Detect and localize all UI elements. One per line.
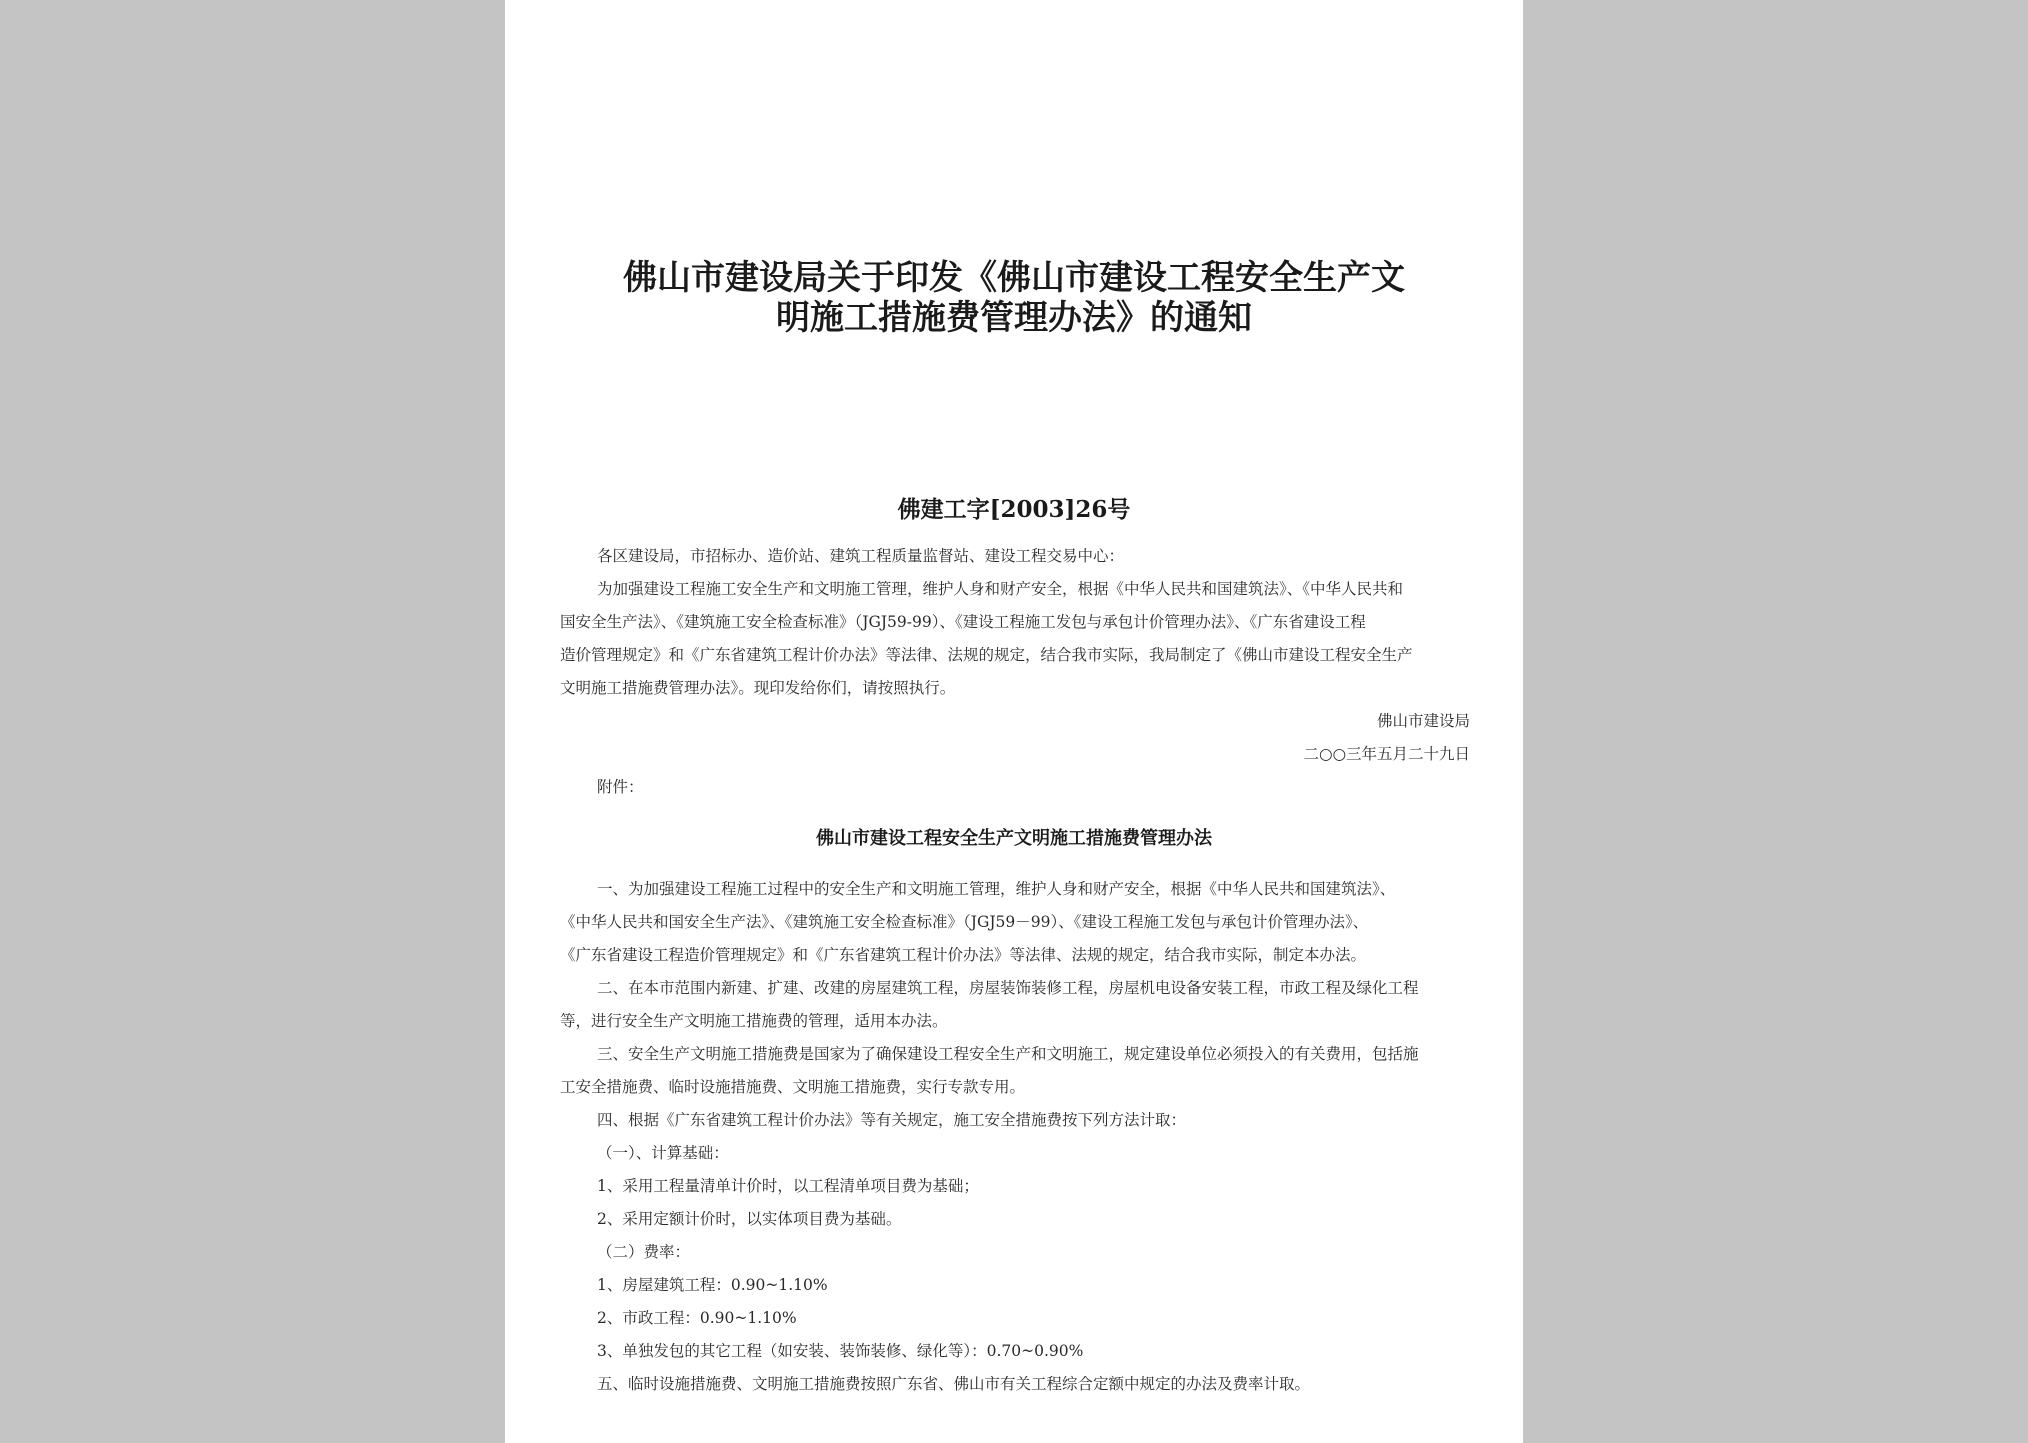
attachment-text-line: 《广东省建设工程造价管理规定》和《广东省建筑工程计价办法》等法律、法规的规定，结合我市实际，制定本办法。 — [560, 946, 1367, 964]
document-title-line-1: 佛山市建设局关于印发《佛山市建设工程安全生产文 — [623, 258, 1405, 298]
document-title-line-2: 明施工措施费管理办法》的通知 — [776, 298, 1252, 338]
attachment-text-line: 2、采用定额计价时，以实体项目费为基础。 — [597, 1210, 902, 1228]
document-title — [505, 258, 1523, 338]
notice-paragraph-line: 为加强建设工程施工安全生产和文明施工管理，维护人身和财产安全，根据《中华人民共和国建筑法》、《中华人民共和 — [597, 580, 1404, 598]
issue-date: 二○○三年五月二十九日 — [1303, 745, 1470, 763]
attachment-text-line: 一、为加强建设工程施工过程中的安全生产和文明施工管理，维护人身和财产安全，根据《中华人民共和国建筑法》、 — [597, 880, 1396, 898]
attachment-text-line: 工安全措施费、临时设施措施费、文明施工措施费，实行专款专用。 — [560, 1078, 1026, 1096]
notice-paragraph-line: 国安全生产法》、《建筑施工安全检查标准》（JGJ59-99）、《建设工程施工发包与承包计价管理办法》、《广东省建设工程 — [560, 613, 1366, 631]
attachment-text-line: 二、在本市范围内新建、扩建、改建的房屋建筑工程，房屋装饰装修工程，房屋机电设备安装工程，市政工程及绿化工程 — [597, 979, 1419, 997]
notice-paragraph-line: 文明施工措施费管理办法》。现印发给你们，请按照执行。 — [560, 679, 956, 697]
attachment-text-line: （一）、计算基础： — [597, 1144, 729, 1162]
attachment-text-line: 2、市政工程：0.90~1.10% — [597, 1309, 797, 1327]
addressee: 各区建设局，市招标办、造价站、建筑工程质量监督站、建设工程交易中心： — [597, 547, 1125, 565]
attachment-text-line: 五、临时设施措施费、文明施工措施费按照广东省、佛山市有关工程综合定额中规定的办法及费率计取。 — [597, 1375, 1311, 1393]
attachment-text-line: 3、单独发包的其它工程（如安装、装饰装修、绿化等）：0.70~0.90% — [597, 1342, 1084, 1360]
notice-paragraph-line: 造价管理规定》和《广东省建筑工程计价办法》等法律、法规的规定，结合我市实际，我局制定了《佛山市建设工程安全生产 — [560, 646, 1413, 664]
attachment-title: 佛山市建设工程安全生产文明施工措施费管理办法 — [816, 828, 1212, 849]
attachment-text-line: 四、根据《广东省建筑工程计价办法》等有关规定，施工安全措施费按下列方法计取： — [597, 1111, 1187, 1129]
attachment-body — [560, 878, 1470, 1398]
notice-body — [560, 545, 1470, 795]
document-page — [505, 0, 1523, 1443]
attachment-text-line: 三、安全生产文明施工措施费是国家为了确保建设工程安全生产和文明施工，规定建设单位必须投入的有关费用，包括施 — [597, 1045, 1419, 1063]
attachment-text-line: 1、房屋建筑工程：0.90~1.10% — [597, 1276, 828, 1294]
attachment-label: 附件： — [597, 778, 644, 796]
attachment-text-line: 等，进行安全生产文明施工措施费的管理，适用本办法。 — [560, 1012, 948, 1030]
issuer-signature: 佛山市建设局 — [1376, 712, 1470, 730]
attachment-text-line: 《中华人民共和国安全生产法》、《建筑施工安全检查标准》（JGJ59－99）、《建设工程施工发包与承包计价管理办法》、 — [560, 913, 1369, 931]
attachment-text-line: （二）费率： — [597, 1243, 691, 1261]
attachment-text-line: 1、采用工程量清单计价时，以工程清单项目费为基础； — [597, 1177, 979, 1195]
document-number: 佛建工字[2003]26号 — [897, 496, 1131, 523]
